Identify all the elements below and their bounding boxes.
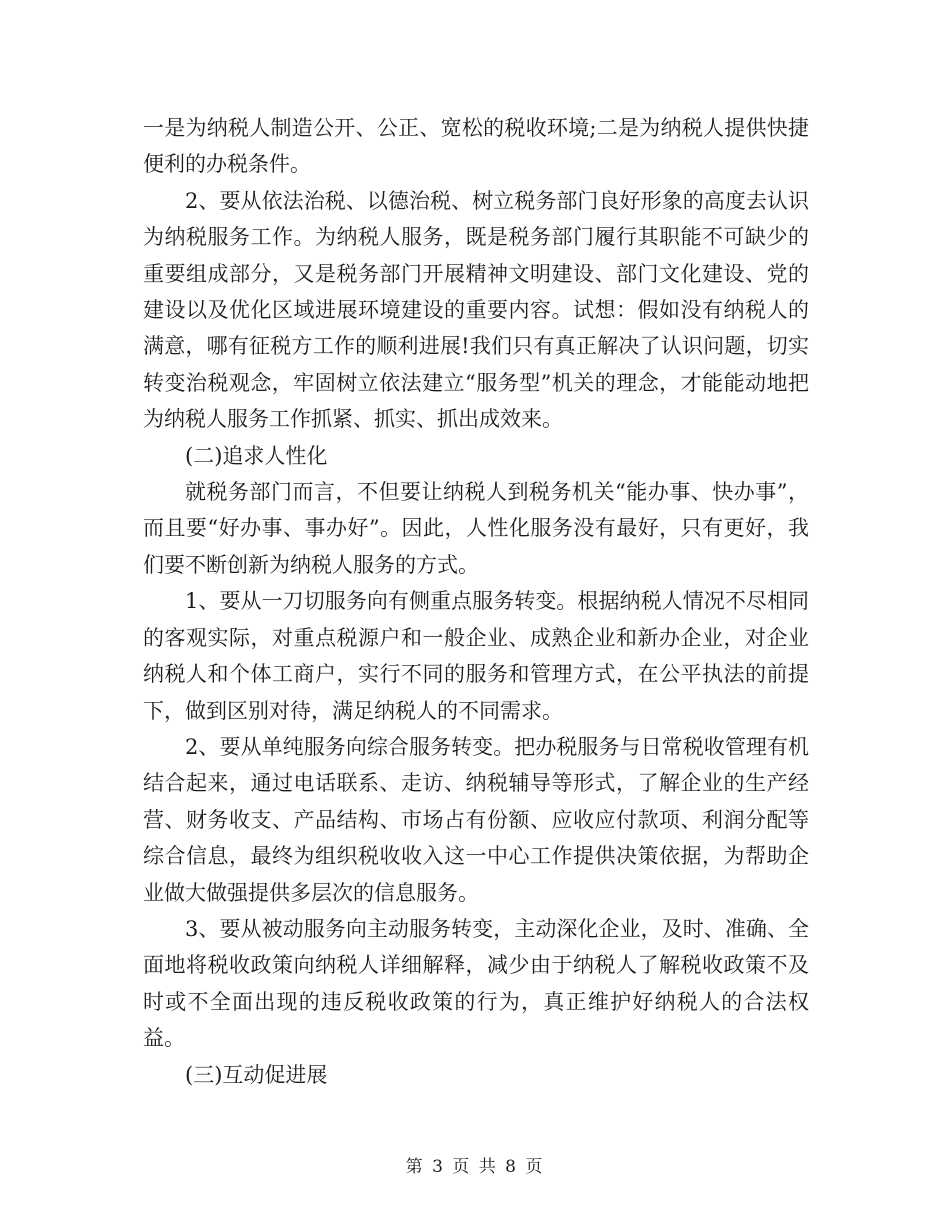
paragraph-1: 一是为纳税人制造公开、公正、宽松的税收环境;二是为纳税人提供快捷便利的办税条件。: [143, 116, 809, 177]
paragraph-4: 1、要从一刀切服务向有侧重点服务转变。根据纳税人情况不尽相同的客观实际，对重点税源户和一般企业、成熟企业和新办企业，对企业纳税人和个体工商户，实行不同的服务和管理方式，在公平执法的前提下，做到区别对待，满足纳税人的不同需求。: [143, 589, 809, 723]
document-body: [143, 110, 809, 1093]
section-heading-3: (三)互动促进展: [185, 1062, 328, 1087]
section-heading-2: (二)追求人性化: [185, 443, 328, 468]
paragraph-3: 就税务部门而言，不但要让纳税人到税务机关“能办事、快办事”，而且要“好办事、事办好”。因此，人性化服务没有最好，只有更好，我们要不断创新为纳税人服务的方式。: [143, 480, 809, 577]
paragraph-6: 3、要从被动服务向主动服务转变，主动深化企业，及时、准确、全面地将税收政策向纳税人详细解释，减少由于纳税人了解税收政策不及时或不全面出现的违反税收政策的行为，真正维护好纳税人的合法权益。: [143, 916, 809, 1051]
page-number-footer: 第 3 页 共 8 页: [405, 1157, 545, 1177]
paragraph-5: 2、要从单纯服务向综合服务转变。把办税服务与日常税收管理有机结合起来，通过电话联系、走访、纳税辅导等形式，了解企业的生产经营、财务收支、产品结构、市场占有份额、应收应付款项、利润分配等综合信息，最终为组织税收收入这一中心工作提供决策依据，为帮助企业做大做强提供多层次的信息服务。: [143, 734, 809, 905]
paragraph-2: 2、要从依法治税、以德治税、树立税务部门良好形象的高度去认识为纳税服务工作。为纳税人服务，既是税务部门履行其职能不可缺少的重要组成部分，又是税务部门开展精神文明建设、部门文化建设、党的建设以及优化区域进展环境建设的重要内容。试想：假如没有纳税人的满意，哪有征税方工作的顺利进展!我们只有真正解决了认识问题，切实转变治税观念，牢固树立依法建立“服务型”机关的理念，才能能动地把为纳税人服务工作抓紧、抓实、抓出成效来。: [143, 188, 809, 432]
